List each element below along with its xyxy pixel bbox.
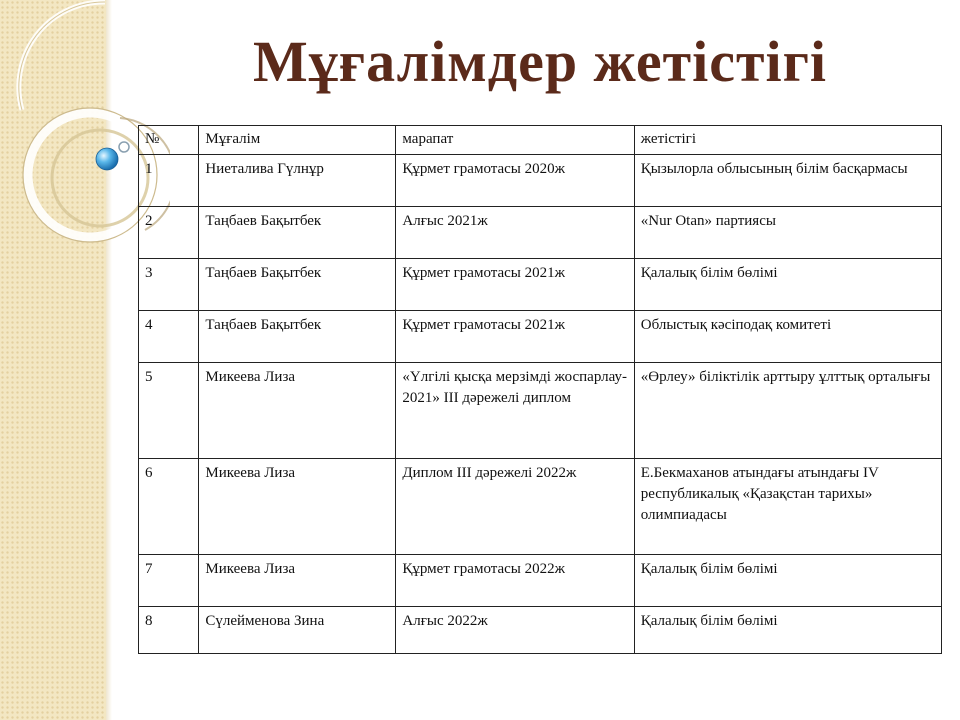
header-award: марапат xyxy=(396,126,634,155)
cell-teacher: Ниеталива Гүлнұр xyxy=(199,155,396,207)
cell-achievement: Е.Бекмаханов атындағы атындағы IV республикалық «Қазақстан тарихы» олимпиадасы xyxy=(634,459,941,555)
cell-teacher: Таңбаев Бақытбек xyxy=(199,311,396,363)
ring-inner xyxy=(52,130,148,226)
ring-arc-top xyxy=(19,2,105,110)
cell-award: Алғыс 2021ж xyxy=(396,207,634,259)
cell-teacher: Микеева Лиза xyxy=(199,459,396,555)
cell-award: Диплом III дәрежелі 2022ж xyxy=(396,459,634,555)
cell-achievement: «Nur Otan» партиясы xyxy=(634,207,941,259)
cell-number: 5 xyxy=(139,363,199,459)
table-row xyxy=(139,607,942,654)
cell-achievement: Қалалық білім бөлімі xyxy=(634,259,941,311)
blue-orb-icon xyxy=(96,148,118,170)
table-row xyxy=(139,259,942,311)
header-number: № xyxy=(139,126,199,155)
table-row xyxy=(139,555,942,607)
cell-teacher: Таңбаев Бақытбек xyxy=(199,207,396,259)
ring-small xyxy=(119,142,129,152)
table-row xyxy=(139,363,942,459)
cell-number: 8 xyxy=(139,607,199,654)
cell-achievement: Қалалық білім бөлімі xyxy=(634,607,941,654)
cell-award: Құрмет грамотасы 2021ж xyxy=(396,311,634,363)
cell-teacher: Таңбаев Бақытбек xyxy=(199,259,396,311)
header-achievement: жетістігі xyxy=(634,126,941,155)
cell-achievement: «Өрлеу» біліктілік арттыру ұлттық орталығы xyxy=(634,363,941,459)
cell-achievement: Облыстық кәсіподақ комитеті xyxy=(634,311,941,363)
cell-award: Алғыс 2022ж xyxy=(396,607,634,654)
table-row xyxy=(139,311,942,363)
cell-number: 1 xyxy=(139,155,199,207)
ring-arc-top-outline xyxy=(19,2,105,110)
cell-award: Құрмет грамотасы 2021ж xyxy=(396,259,634,311)
cell-teacher: Сүлейменова Зина xyxy=(199,607,396,654)
cell-achievement: Қалалық білім бөлімі xyxy=(634,555,941,607)
cell-number: 4 xyxy=(139,311,199,363)
table-row xyxy=(139,155,942,207)
cell-award: Құрмет грамотасы 2022ж xyxy=(396,555,634,607)
cell-number: 6 xyxy=(139,459,199,555)
cell-number: 2 xyxy=(139,207,199,259)
cell-award: «Үлгілі қысқа мерзімді жоспарлау- 2021» III дәрежелі диплом xyxy=(396,363,634,459)
cell-number: 7 xyxy=(139,555,199,607)
table-row xyxy=(139,459,942,555)
header-teacher: Мұғалім xyxy=(199,126,396,155)
cell-teacher: Микеева Лиза xyxy=(199,555,396,607)
achievements-table xyxy=(138,125,942,654)
table-row xyxy=(139,207,942,259)
table-header-row xyxy=(139,126,942,155)
cell-number: 3 xyxy=(139,259,199,311)
cell-achievement: Қызылорла облысының білім басқармасы xyxy=(634,155,941,207)
cell-award: Құрмет грамотасы 2020ж xyxy=(396,155,634,207)
cell-teacher: Микеева Лиза xyxy=(199,363,396,459)
page-title: Мұғалімдер жетістігі xyxy=(252,29,828,94)
